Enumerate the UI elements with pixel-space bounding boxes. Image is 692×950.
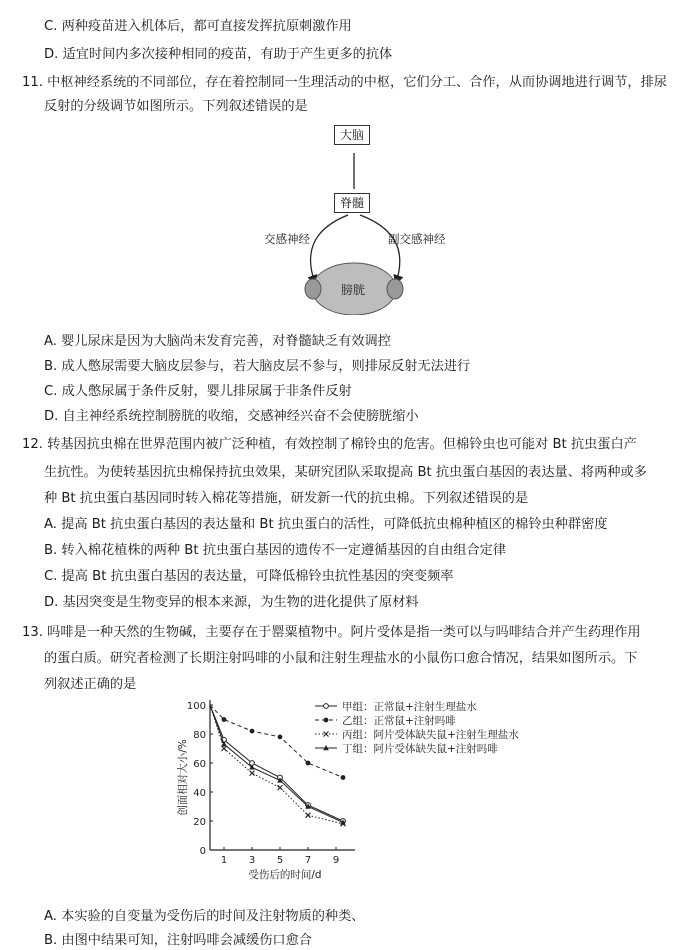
y-tick-label: 40 <box>193 788 206 799</box>
y-axis-label: 创面相对大小/% <box>177 739 189 816</box>
x-tick-label: 9 <box>332 855 340 866</box>
series-line <box>210 705 343 822</box>
q13-option-b: B. 由图中结果可知，注射吗啡会减缓伤口愈合 <box>44 933 312 948</box>
q11-option-c: C. 成人憋尿属于条件反射，婴儿排尿属于非条件反射 <box>44 384 352 399</box>
spinal-cord-box: 脊髓 <box>334 193 370 213</box>
y-tick-label: 100 <box>186 701 206 712</box>
q12-option-b: B. 转入棉花植株的两种 Bt 抗虫蛋白基因的遗传不一定遵循基因的自由组合定律 <box>44 543 507 558</box>
wound-healing-chart-svg <box>175 690 535 900</box>
q11-stem-line1: 11. 中枢神经系统的不同部位，存在着控制同一生理活动的中枢，它们分工、合作，从而协调地进行调节，排尿 <box>22 75 667 90</box>
series-line <box>210 705 343 821</box>
q13-stem-line3: 列叙述正确的是 <box>44 677 137 692</box>
data-point <box>222 746 227 751</box>
data-point <box>306 761 311 766</box>
x-axis-label: 受伤后的时间/d <box>248 869 322 881</box>
q12-option-c: C. 提高 Bt 抗虫蛋白基因的表达量，可降低棉铃虫抗性基因的突变频率 <box>44 569 454 584</box>
q12-stem-line1: 12. 转基因抗虫棉在世界范围内被广泛种植，有效控制了棉铃虫的危害。但棉铃虫也可能对 Bt 抗虫蛋白产 <box>22 437 637 452</box>
q12-stem-line2: 生抗性。为使转基因抗虫棉保持抗虫效果，某研究团队采取提高 Bt 抗虫蛋白基因的表达量、将两种或多 <box>44 465 647 480</box>
series-line <box>210 705 343 778</box>
q13-stem-line1: 13. 吗啡是一种天然的生物碱，主要存在于罂粟植物中。阿片受体是指一类可以与吗啡结合并产生药理作用 <box>22 625 641 640</box>
legend-entry: 甲组：正常鼠+注射生理盐水 <box>342 701 477 713</box>
brain-box: 大脑 <box>334 125 370 145</box>
y-tick-label: 80 <box>193 730 206 741</box>
reflex-diagram <box>250 115 460 315</box>
bladder-left-lobe <box>305 279 321 299</box>
q11-option-a: A. 婴儿尿床是因为大脑尚未发育完善，对脊髓缺乏有效调控 <box>44 334 391 349</box>
data-point <box>324 704 329 709</box>
bladder-right-lobe <box>387 279 403 299</box>
q12-option-a: A. 提高 Bt 抗虫蛋白基因的表达量和 Bt 抗虫蛋白的活性，可降低抗虫棉种植区的棉铃虫种群密度 <box>44 517 608 532</box>
data-point <box>278 735 283 740</box>
y-tick-label: 60 <box>193 759 206 770</box>
parasympathetic-label: 副交感神经 <box>388 232 446 246</box>
bladder-label: 膀胱 <box>341 283 366 297</box>
y-tick-label: 0 <box>199 846 206 857</box>
y-tick-label: 20 <box>193 817 206 828</box>
data-point <box>250 771 255 776</box>
q13-option-a: A. 本实验的自变量为受伤后的时间及注射物质的种类、 <box>44 909 365 924</box>
x-tick-label: 1 <box>220 855 228 866</box>
q11-option-b: B. 成人憋尿需要大脑皮层参与，若大脑皮层不参与，则排尿反射无法进行 <box>44 359 471 374</box>
x-tick-label: 5 <box>276 855 284 866</box>
series-line <box>210 705 343 824</box>
data-point <box>222 717 227 722</box>
q12-option-d: D. 基因突变是生物变异的根本来源，为生物的进化提供了原材料 <box>44 595 419 610</box>
legend-entry: 丙组：阿片受体缺失鼠+注射生理盐水 <box>342 729 519 741</box>
legend-entry: 丁组：阿片受体缺失鼠+注射吗啡 <box>342 743 498 755</box>
legend-entry: 乙组：正常鼠+注射吗啡 <box>342 715 456 727</box>
x-tick-label: 7 <box>304 855 312 866</box>
q11-option-d: D. 自主神经系统控制膀胱的收缩，交感神经兴奋不会使膀胱缩小 <box>44 409 419 424</box>
data-point <box>341 775 346 780</box>
wound-healing-chart <box>175 690 535 900</box>
option-c-prev: C. 两种疫苗进入机体后，都可直接发挥抗原刺激作用 <box>44 19 352 34</box>
q12-stem-line3: 种 Bt 抗虫蛋白基因同时转入棉花等措施，研发新一代的抗虫棉。下列叙述错误的是 <box>44 491 529 506</box>
option-d-prev: D. 适宜时间内多次接种相同的疫苗，有助于产生更多的抗体 <box>44 47 393 62</box>
q11-stem-line2: 反射的分级调节如图所示。下列叙述错误的是 <box>44 99 308 114</box>
data-point <box>324 718 329 723</box>
q13-stem-line2: 的蛋白质。研究者检测了长期注射吗啡的小鼠和注射生理盐水的小鼠伤口愈合情况，结果如图所示。下 <box>44 651 638 666</box>
data-point <box>250 729 255 734</box>
data-point <box>306 813 311 818</box>
data-point <box>278 785 283 790</box>
sympathetic-label: 交感神经 <box>264 232 310 246</box>
x-tick-label: 3 <box>248 855 256 866</box>
data-point <box>324 732 329 737</box>
